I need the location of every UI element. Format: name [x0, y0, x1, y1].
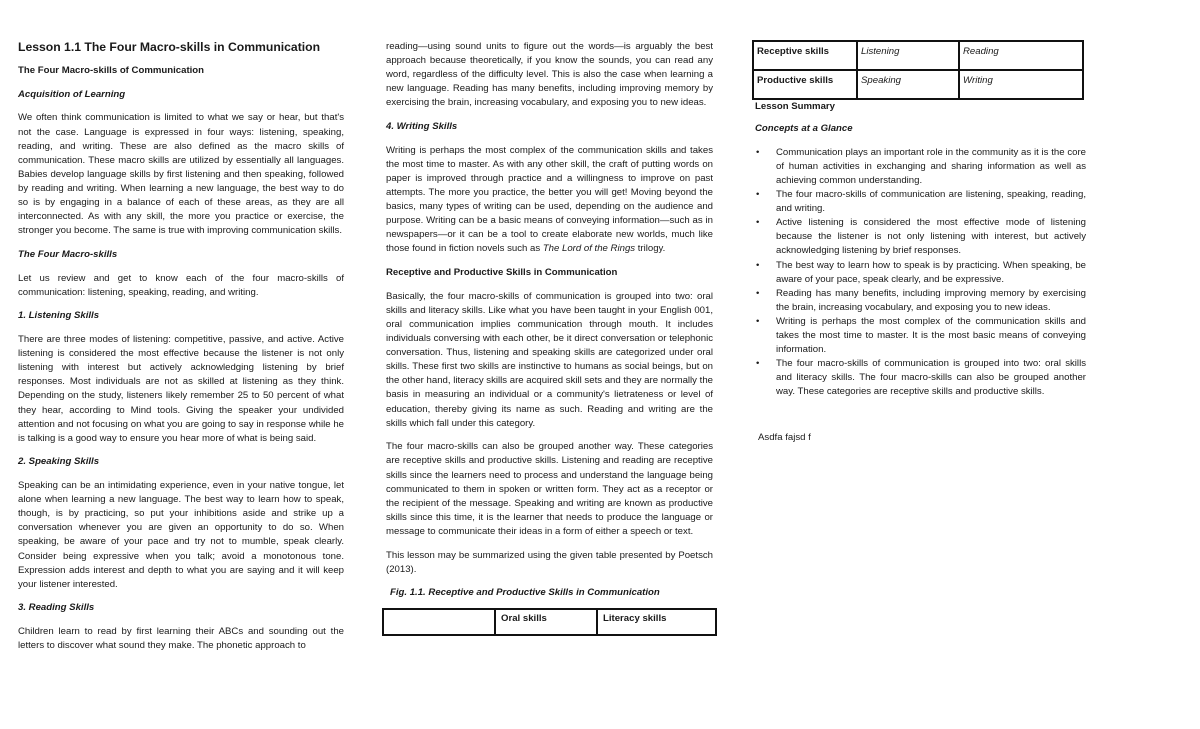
list-item-text: Communication plays an important role in the community as it is the core of human activities in exchanging and sharing information as well as achieving common understanding.	[776, 146, 1086, 186]
four-macroskills-paragraph: Let us review and get to know each of the four macro-skills of communication: listening, speaking, reading, and writing.	[18, 272, 344, 298]
writing-paragraph	[386, 144, 713, 257]
reading-paragraph-continued: reading—using sound units to figure out the words—is arguably the best approach because theoretically, if you know the sounds, you can read any word, regardless of the difficulty level. This is also the case when learning a new language. Reading has many benefits, including improving memory by exercising the brain, increasing vocabulary, and exposing you to new ideas.	[386, 41, 713, 109]
stray-note: Asdfa fajsd f	[758, 432, 811, 444]
summary-paragraph: This lesson may be summarized using the given table presented by Poetsch (2013).	[386, 549, 713, 575]
writing-text: Writing is perhaps the most complex of the communication skills and takes the most time to master. As with any other skill, the craft of putting words on paper is improved through practice and a willingness to improve on past attempts. The more you practice, the better you will get! Moving beyond the basics, many types of writing can be used, depending on the audience and purpose. Writing can be a basic means of conveying information—such as in newspapers—or it can be a tool to create elaborate new worlds, much like those found in fiction novels such as	[386, 144, 713, 255]
list-item	[756, 188, 1086, 216]
four-macroskills-heading: The Four Macro-skills	[18, 248, 118, 260]
acquisition-paragraph: We often think communication is limited to what we say or hear, but that's not the case. Language is expressed in four ways: listening, speaking, reading, and writing. These are also defined as the macro skills of communication. These macro skills are utilized by essentially all languages. Babies develop language skills by first listening and then speaking, followed by reading and writing. When learning a new language, the best way to do so is by engaging in a balance of each of these areas, as they are all interconnected. As with any skill, the more you practice or exercise, the stronger you become. The same is true with improving communication skills.	[18, 112, 344, 237]
bullet-icon: •	[756, 189, 760, 201]
section-subtitle: The Four Macro-skills of Communication	[18, 65, 205, 77]
writing-heading: 4. Writing Skills	[386, 121, 458, 133]
table-cell-listening: Listening	[857, 41, 959, 70]
bullet-icon: •	[756, 259, 760, 271]
table-cell-speaking: Speaking	[857, 70, 959, 99]
bullet-icon: •	[756, 358, 760, 370]
list-item	[756, 287, 1086, 315]
table-cell-writing: Writing	[959, 70, 1083, 99]
bullet-icon: •	[756, 315, 760, 327]
receptive-productive-paragraph-1: Basically, the four macro-skills of communication is grouped into two: oral skills and literacy skills. Like what you have been taught in your English 001, oral communication implies communication through mouth. It includes individuals conversing with each other, be it direct conversation or telephonic conversation. Thus, listening and speaking skills are categorized under oral skills. These first two skills are instinctive to humans as social beings, but on the other hand, literacy skills are acquired skill sets and they are normally the basis in measuring an individual or a community's lietrateness or level of education, thereby giving its name as such. Reading and writing are the skills which fall under this category.	[386, 290, 713, 429]
concepts-heading: Concepts at a Glance	[755, 123, 853, 135]
table-header-oral: Oral skills	[495, 609, 597, 635]
list-item	[756, 315, 1086, 357]
list-item-text: Reading has many benefits, including improving memory by exercising the brain, increasing vocabulary, and exposing you to new ideas.	[776, 287, 1086, 313]
table-row	[753, 41, 1083, 70]
receptive-productive-heading: Receptive and Productive Skills in Communication	[386, 267, 618, 279]
figure-caption: Fig. 1.1. Receptive and Productive Skills in Communication	[390, 587, 660, 599]
speaking-heading: 2. Speaking Skills	[18, 456, 100, 468]
list-item	[756, 357, 1086, 399]
figure-table	[382, 608, 717, 636]
list-item	[756, 259, 1086, 287]
list-item-text: Writing is perhaps the most complex of the communication skills and takes the most time to master. It is the most basic means of conveying information.	[776, 315, 1086, 356]
table-row	[753, 70, 1083, 99]
table-cell-empty	[383, 609, 495, 635]
listening-paragraph: There are three modes of listening: competitive, passive, and active. Active listening is considered the most effective because the listener is not only listening with interest but actively acknowledging listening by brief responses. Most individuals are not as skilled at listening as they think. Depending on the study, listeners likely remember 25 to 50 percent of what they hear, according to Mind tools. Giving the speaker your undivided attention and not focusing on what you are going to say in response while he is talking is a good way to ensure you hear more of what is being said.	[18, 334, 344, 444]
skills-table	[752, 40, 1084, 100]
list-item-text: The four macro-skills of communication are listening, speaking, reading, and writing.	[776, 189, 1086, 215]
receptive-productive-paragraph-2: The four macro-skills can also be grouped another way. These categories are receptive skills and productive skills. Listening and reading are receptive skills since the learners need to process and understand the language being communicated to them in spoken or written form. They act as a receptor or the recipient of the message. Speaking and writing are known as productive skills since this time, it is the learner that needs to produce the language or message to communicate their ideas in a form of either a speech or text.	[386, 441, 713, 537]
speaking-paragraph: Speaking can be an intimidating experience, even in your native tongue, let alone when learning a new language. The best way to learn how to speak, though, is by practicing, so put your inhibitions aside and strike up a conversation whenever you are given an opportunity to do so. When speaking, be aware of your pace and try not to mumble, speak clearly. Consider being expressive when you talk; avoid a monotonous tone. Expression adds interest and depth to what you are saying and it will keep your listener interested.	[18, 480, 344, 590]
bullet-icon: •	[756, 146, 760, 158]
acquisition-heading: Acquisition of Learning	[18, 88, 126, 100]
bullet-icon: •	[756, 217, 760, 229]
list-item	[756, 146, 1086, 188]
table-row	[383, 609, 716, 635]
lesson-title: Lesson 1.1 The Four Macro-skills in Communication	[18, 40, 321, 54]
table-cell-productive: Productive skills	[753, 70, 857, 99]
table-cell-receptive: Receptive skills	[753, 41, 857, 70]
list-item	[756, 216, 1086, 258]
reading-paragraph: Children learn to read by first learning their ABCs and sounding out the letters to discover what sound they make. The phonetic approach to	[18, 626, 344, 652]
concepts-list	[752, 146, 1086, 400]
column-left	[18, 40, 344, 663]
table-cell-reading: Reading	[959, 41, 1083, 70]
column-right	[752, 40, 1086, 446]
book-title: The Lord of the Rings	[542, 243, 636, 255]
table-header-literacy: Literacy skills	[597, 609, 716, 635]
listening-heading: 1. Listening Skills	[18, 310, 100, 322]
writing-text-end: trilogy.	[637, 243, 666, 255]
bullet-icon: •	[756, 287, 760, 299]
list-item-text: The best way to learn how to speak is by practicing. When speaking, be aware of your pace, speak clearly, and be expressive.	[776, 259, 1086, 285]
column-middle	[386, 40, 713, 636]
list-item-text: The four macro-skills of communication is grouped into two: oral skills and literacy skills. The four macro-skills can also be grouped another way. These categories are receptive skills and productive skills.	[776, 358, 1086, 398]
reading-heading: 3. Reading Skills	[18, 602, 95, 614]
lesson-summary-heading: Lesson Summary	[755, 101, 835, 112]
list-item-text: Active listening is considered the most effective mode of listening because the listener is not only listening with interest, but actively acknowledging listening by brief responses.	[776, 217, 1086, 257]
